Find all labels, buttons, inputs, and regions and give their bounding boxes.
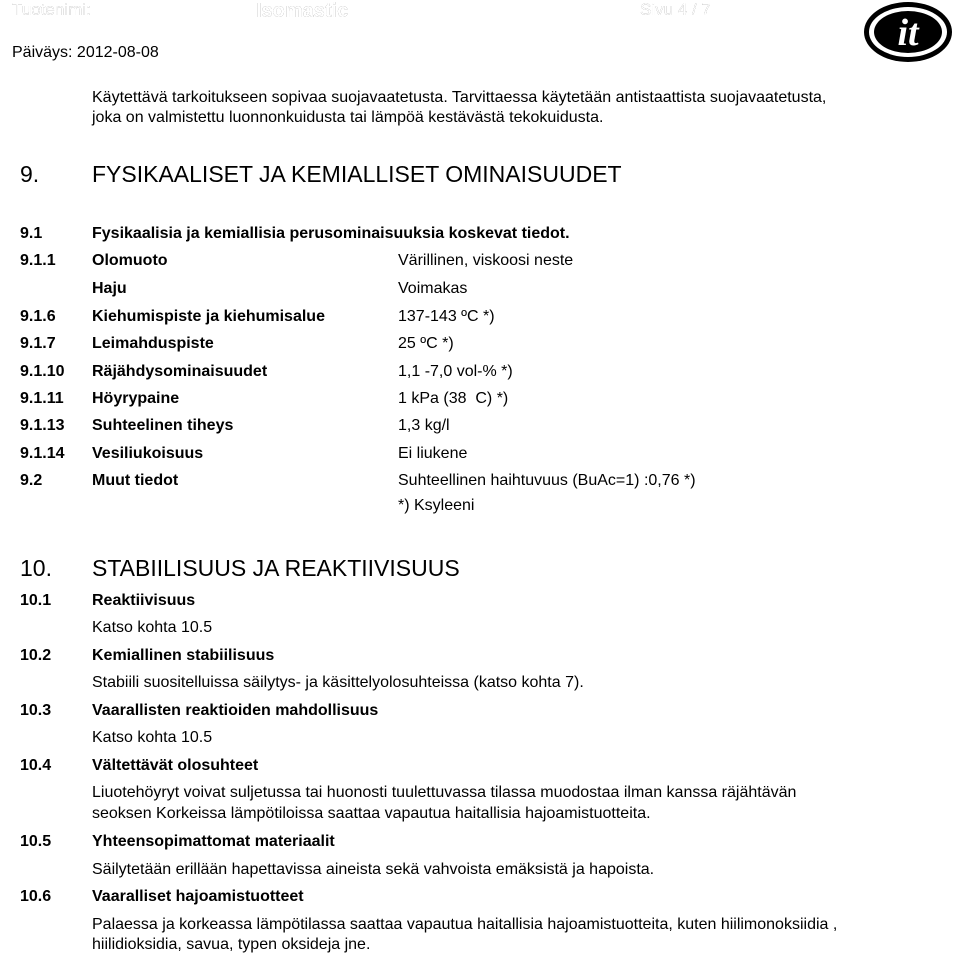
subsection-title: Kemiallinen stabiilisuus [92, 647, 275, 664]
property-number: 9.1.13 [20, 417, 65, 434]
property-number: 9.1.10 [20, 363, 65, 380]
section-9-title: FYSIKAALISET JA KEMIALLISET OMINAISUUDET [92, 161, 622, 187]
property-value: Värillinen, viskoosi neste [398, 252, 574, 269]
subsection-text: Katso kohta 10.5 [92, 619, 213, 636]
property-label: Haju [92, 280, 127, 297]
subsection-title: Yhteensopimattomat materiaalit [92, 833, 335, 850]
property-number: 9.2 [20, 472, 43, 489]
property-value: Voimakas [398, 280, 468, 297]
subsection-number: 10.4 [20, 757, 52, 774]
header-bar [0, 0, 960, 22]
property-label: Höyrypaine [92, 390, 180, 407]
property-value: 25 ºC *) [398, 335, 454, 352]
company-logo [862, 0, 954, 64]
subsection-title: Vaarallisten reaktioiden mahdollisuus [92, 702, 379, 719]
document-date: Päiväys: 2012-08-08 [12, 44, 159, 61]
section-10-number: 10. [20, 555, 52, 581]
subsection-number: 10.5 [20, 833, 52, 850]
subsection-text: Katso kohta 10.5 [92, 729, 213, 746]
subsection-text: Palaessa ja korkeassa lämpötilassa saattaa vapautua haitallisia hajoamistuotteita, kuten hiilimonoksiidia , [92, 916, 838, 933]
subsection-title: Vaaralliset hajoamistuotteet [92, 888, 304, 905]
property-label: Suhteelinen tiheys [92, 417, 234, 434]
subsection-title: Reaktiivisuus [92, 592, 196, 609]
subsection-text: seoksen Korkeissa lämpötiloissa saattaa vapautua haitallisia hajoamistuotteita. [92, 805, 651, 822]
intro-line-2: joka on valmistettu luonnonkuidusta tai lämpöä kestävästä tekokuidusta. [92, 109, 604, 126]
property-number: 9.1.14 [20, 445, 65, 462]
subsection-9-1-number: 9.1 [20, 225, 43, 242]
subsection-text: hiilidioksidia, savua, typen oksideja jne. [92, 936, 371, 953]
section-9-number: 9. [20, 161, 40, 187]
property-number: 9.1.7 [20, 335, 56, 352]
footnote: *) Ksyleeni [398, 497, 475, 514]
svg-text:it: it [897, 12, 919, 54]
property-label: Vesiliukoisuus [92, 445, 204, 462]
subsection-number: 10.3 [20, 702, 52, 719]
page-number: Sivu 4 / 7 [640, 0, 711, 19]
subsection-text: Stabiili suositelluissa säilytys- ja käsittelyolosuhteissa (katso kohta 7). [92, 674, 584, 691]
property-number: 9.1.1 [20, 252, 56, 269]
subsection-title: Vältettävät olosuhteet [92, 757, 259, 774]
property-value: Ei liukene [398, 445, 468, 462]
property-value: Suhteellinen haihtuvuus (BuAc=1) :0,76 *) [398, 472, 696, 489]
property-value: 1,1 -7,0 vol-% *) [398, 363, 513, 380]
property-value: 137-143 ºC *) [398, 308, 495, 325]
product-name: Isomastic [256, 0, 349, 22]
property-label: Kiehumispiste ja kiehumisalue [92, 308, 325, 325]
property-value: 1 kPa (38 C) *) [398, 390, 509, 407]
subsection-text: Säilytetään erillään hapettavissa aineista sekä vahvoista emäksistä ja hapoista. [92, 861, 655, 878]
subsection-text: Liuotehöyryt voivat suljetussa tai huonosti tuulettuvassa tilassa muodostaa ilman kanssa räjähtävän [92, 784, 797, 801]
property-number: 9.1.11 [20, 390, 64, 407]
property-label: Räjähdysominaisuudet [92, 363, 268, 380]
property-value: 1,3 kg/l [398, 417, 450, 434]
property-label: Leimahduspiste [92, 335, 214, 352]
property-number: 9.1.6 [20, 308, 56, 325]
product-label: Tuotenimi: [12, 0, 91, 19]
section-10-title: STABIILISUUS JA REAKTIIVISUUS [92, 555, 460, 581]
intro-line-1: Käytettävä tarkoitukseen sopivaa suojavaatetusta. Tarvittaessa käytetään antistaattista suojavaatetusta, [92, 89, 827, 106]
subsection-number: 10.2 [20, 647, 52, 664]
subsection-number: 10.6 [20, 888, 52, 905]
subsection-number: 10.1 [20, 592, 52, 609]
property-label: Olomuoto [92, 252, 168, 269]
property-label: Muut tiedot [92, 472, 179, 489]
subsection-9-1-title: Fysikaalisia ja kemiallisia perusominaisuuksia koskevat tiedot. [92, 225, 570, 242]
